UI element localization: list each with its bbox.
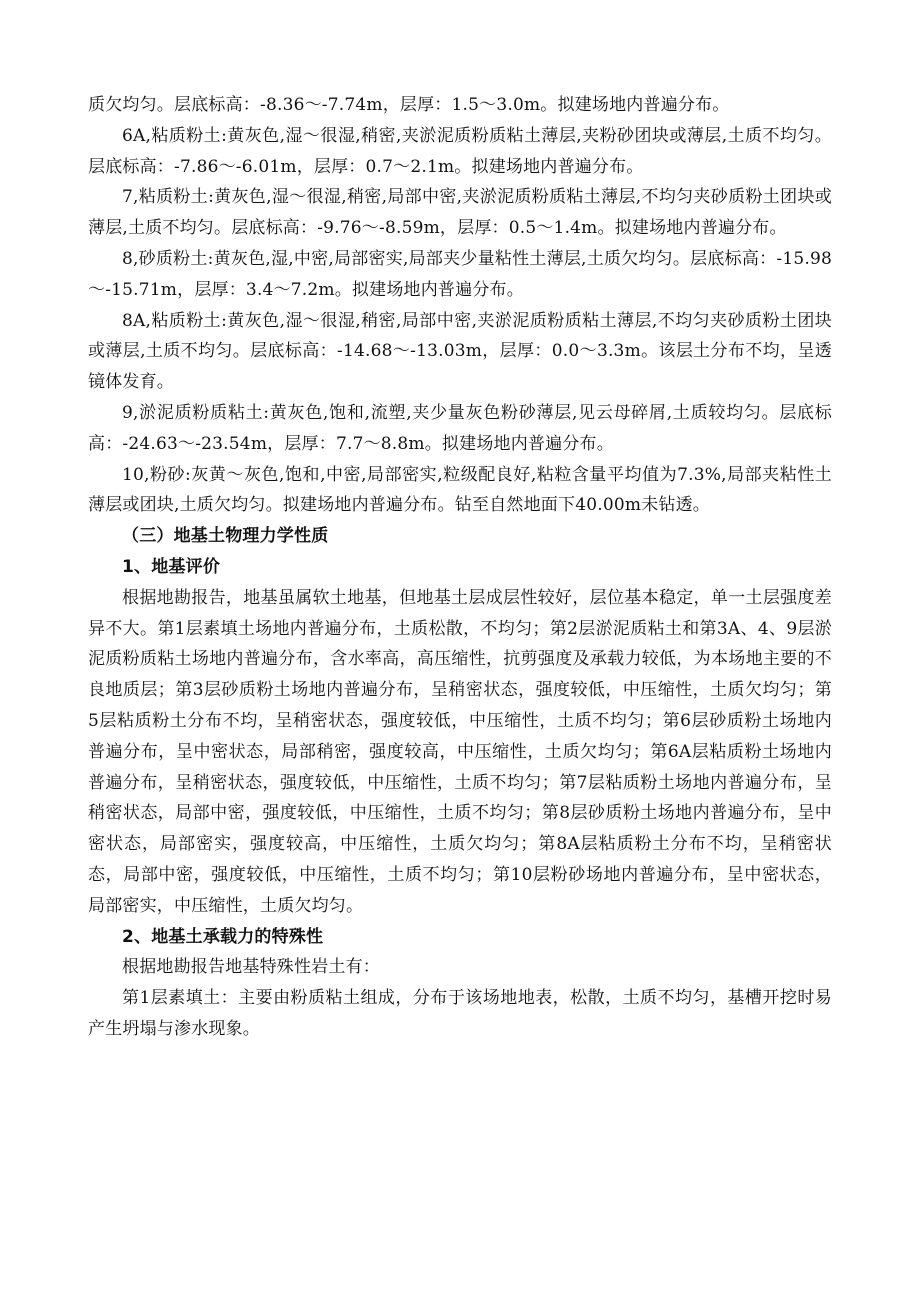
section-3-heading: （三）地基土物理力学性质 bbox=[122, 526, 329, 547]
paragraph-layer-8a: 8A,粘质粉土:黄灰色,湿～很湿,稍密,局部中密,夹淤泥质粉质粘土薄层,不均匀夹砂质粉土团块或薄层,土质不均匀。层底标高：-14.68～-13.03m，层厚：0.0～3.3m。该层土分布不均，呈透镜体发育。 bbox=[88, 310, 832, 393]
subsection-2-heading: 2、地基土承载力的特殊性 bbox=[122, 926, 324, 947]
subsection-2-item-1: 第1层素填土：主要由粉质粘土组成，分布于该场地地表，松散，土质不均匀，基槽开挖时易产生坍塌与渗水现象。 bbox=[88, 988, 832, 1039]
subsection-1-body: 根据地勘报告，地基虽属软土地基，但地基土层成层性较好，层位基本稳定，单一土层强度差异不大。第1层素填土场地内普遍分布，土质松散，不均匀；第2层淤泥质粘土和第3A、4、9层淤泥质粉质粘土场地内普遍分布，含水率高，高压缩性，抗剪强度及承载力较低，为本场地主要的不良地质层；第3层砂质粉土场地内普遍分布，呈稍密状态，强度较低，中压缩性，土质欠均匀；第5层粘质粉土分布不均，呈稍密状态，强度较低，中压缩性，土质不均匀；第6层砂质粉土场地内普遍分布，呈中密状态，局部稍密，强度较高，中压缩性，土质欠均匀；第6A层粘质粉土场地内普遍分布，呈稍密状态，强度较低，中压缩性，土质不均匀；第7层粘质粉土场地内普遍分布，呈稍密状态，局部中密，强度较低，中压缩性，土质不均匀；第8层砂质粉土场地内普遍分布，呈中密状态，局部密实，强度较高，中压缩性，土质欠均匀；第8A层粘质粉土分布不均，呈稍密状态，局部中密，强度较低，中压缩性，土质不均匀；第10层粉砂场地内普遍分布，呈中密状态，局部密实，中压缩性，土质欠均匀。 bbox=[88, 587, 832, 916]
paragraph-layer-5-continued: 质欠均匀。层底标高：-8.36～-7.74m，层厚：1.5～3.0m。拟建场地内普遍分布。 bbox=[88, 95, 730, 115]
paragraph-layer-9: 9,淤泥质粉质粘土:黄灰色,饱和,流塑,夹少量灰色粉砂薄层,见云母碎屑,土质较均匀。层底标高：-24.63～-23.54m，层厚：7.7～8.8m。拟建场地内普遍分布。 bbox=[88, 402, 832, 454]
paragraph-layer-6a: 6A,粘质粉土:黄灰色,湿～很湿,稍密,夹淤泥质粉质粘土薄层,夹粉砂团块或薄层,土质不均匀。层底标高：-7.86～-6.01m，层厚：0.7～2.1m。拟建场地内普遍分布。 bbox=[88, 125, 832, 177]
paragraph-layer-8: 8,砂质粉土:黄灰色,湿,中密,局部密实,局部夹少量粘性土薄层,土质欠均匀。层底标高：-15.98～-15.71m，层厚：3.4～7.2m。拟建场地内普遍分布。 bbox=[88, 248, 832, 300]
paragraph-layer-10: 10,粉砂:灰黄～灰色,饱和,中密,局部密实,粒级配良好,粘粒含量平均值为7.3%,局部夹粘性土薄层或团块,土质欠均匀。拟建场地内普遍分布。钻至自然地面下40.00m未钻透。 bbox=[88, 464, 832, 516]
subsection-1-heading: 1、地基评价 bbox=[122, 556, 221, 577]
paragraph-layer-7: 7,粘质粉土:黄灰色,湿～很湿,稍密,局部中密,夹淤泥质粉质粘土薄层,不均匀夹砂质粉土团块或薄层,土质不均匀。层底标高：-9.76～-8.59m，层厚：0.5～1.4m。拟建场地内普遍分布。 bbox=[88, 187, 832, 239]
subsection-2-intro: 根据地勘报告地基特殊性岩土有： bbox=[122, 957, 380, 978]
document-page bbox=[88, 90, 832, 1045]
